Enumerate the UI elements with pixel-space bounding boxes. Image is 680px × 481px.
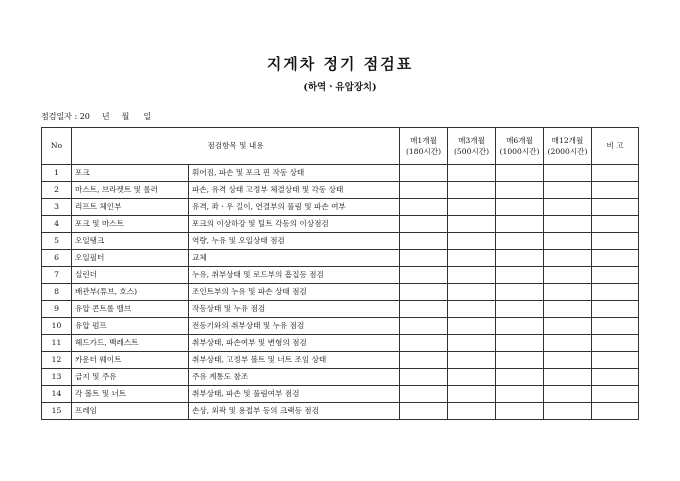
row-item: 배관부(튜브, 호스) — [72, 284, 189, 301]
row-number: 8 — [42, 284, 72, 301]
table-row — [42, 250, 639, 267]
row-item: 포크 — [72, 165, 189, 182]
check-cell-monthly[interactable] — [400, 369, 448, 386]
header-no: No — [42, 128, 72, 165]
row-description: 역량, 누유 및 오일상태 점검 — [189, 233, 400, 250]
row-number: 12 — [42, 352, 72, 369]
check-cell-monthly[interactable] — [400, 233, 448, 250]
check-cell-annual[interactable] — [544, 250, 592, 267]
check-cell-annual[interactable] — [544, 369, 592, 386]
table-row — [42, 301, 639, 318]
remarks-cell[interactable] — [592, 216, 639, 233]
header-quarterly-period: 매3개월 — [458, 135, 485, 145]
check-cell-annual[interactable] — [544, 352, 592, 369]
check-cell-annual[interactable] — [544, 233, 592, 250]
row-item: 리프트 체인부 — [72, 199, 189, 216]
table-row — [42, 267, 639, 284]
date-day-label: 일 — [143, 112, 152, 121]
row-item: 오일탱크 — [72, 233, 189, 250]
table-row — [42, 369, 639, 386]
row-number: 10 — [42, 318, 72, 335]
header-quarterly-hours: (500시간) — [453, 146, 490, 156]
check-cell-semiannual[interactable] — [496, 267, 544, 284]
check-cell-annual[interactable] — [544, 403, 592, 420]
table-row — [42, 165, 639, 182]
row-number: 2 — [42, 182, 72, 199]
check-cell-semiannual[interactable] — [496, 182, 544, 199]
check-cell-quarterly[interactable] — [448, 403, 496, 420]
table-row — [42, 403, 639, 420]
header-semiannual-period: 매6개월 — [506, 135, 533, 145]
row-item: 유압 펌프 — [72, 318, 189, 335]
row-item: 각 볼트 및 너트 — [72, 386, 189, 403]
check-cell-monthly[interactable] — [400, 165, 448, 182]
check-cell-monthly[interactable] — [400, 318, 448, 335]
remarks-cell[interactable] — [592, 182, 639, 199]
row-description: 취부상태, 파손 및 풀림여부 점검 — [189, 386, 400, 403]
check-cell-monthly[interactable] — [400, 216, 448, 233]
document-title: 지게차 정기 점검표 — [266, 55, 414, 73]
remarks-cell[interactable] — [592, 318, 639, 335]
remarks-cell[interactable] — [592, 301, 639, 318]
header-semiannual — [496, 128, 544, 165]
row-item: 급지 및 주유 — [72, 369, 189, 386]
row-number: 13 — [42, 369, 72, 386]
check-cell-monthly[interactable] — [400, 301, 448, 318]
row-description: 주유 계통도 참조 — [189, 369, 400, 386]
check-cell-quarterly[interactable] — [448, 352, 496, 369]
check-cell-quarterly[interactable] — [448, 386, 496, 403]
check-cell-annual[interactable] — [544, 386, 592, 403]
row-item: 프레임 — [72, 403, 189, 420]
check-cell-monthly[interactable] — [400, 182, 448, 199]
inspection-date-label: 점검일자 : 20 — [41, 112, 90, 121]
check-cell-semiannual[interactable] — [496, 233, 544, 250]
check-cell-quarterly[interactable] — [448, 250, 496, 267]
check-cell-annual[interactable] — [544, 216, 592, 233]
check-cell-semiannual[interactable] — [496, 335, 544, 352]
row-item: 오일필터 — [72, 250, 189, 267]
header-quarterly — [448, 128, 496, 165]
check-cell-annual[interactable] — [544, 199, 592, 216]
remarks-cell[interactable] — [592, 369, 639, 386]
row-item: 실린더 — [72, 267, 189, 284]
check-cell-semiannual[interactable] — [496, 165, 544, 182]
check-cell-semiannual[interactable] — [496, 216, 544, 233]
check-cell-monthly[interactable] — [400, 267, 448, 284]
header-annual-period: 매12개월 — [551, 135, 584, 145]
table-row — [42, 216, 639, 233]
row-description: 누유, 취부상태 및 로드부의 흠집등 점검 — [189, 267, 400, 284]
date-year-label: 년 — [101, 112, 110, 121]
remarks-cell[interactable] — [592, 250, 639, 267]
check-cell-monthly[interactable] — [400, 284, 448, 301]
check-cell-quarterly[interactable] — [448, 335, 496, 352]
remarks-cell[interactable] — [592, 165, 639, 182]
header-annual — [544, 128, 592, 165]
date-month-label: 월 — [121, 112, 130, 121]
header-monthly-period: 매1개월 — [410, 135, 437, 145]
header-semiannual-hours: (1000시간) — [499, 146, 540, 156]
check-cell-semiannual[interactable] — [496, 250, 544, 267]
check-cell-monthly[interactable] — [400, 403, 448, 420]
table-row — [42, 318, 639, 335]
check-cell-semiannual[interactable] — [496, 199, 544, 216]
table-row — [42, 284, 639, 301]
row-description: 파손, 유격 상태 고정부 체결상태 및 각동 상태 — [189, 182, 400, 199]
row-description: 포크의 이상하강 및 틸트 각동의 이상점검 — [189, 216, 400, 233]
table-row — [42, 233, 639, 250]
row-description: 조인트부의 누유 및 파손 상태 점검 — [189, 284, 400, 301]
check-cell-quarterly[interactable] — [448, 233, 496, 250]
row-number: 7 — [42, 267, 72, 284]
remarks-cell[interactable] — [592, 403, 639, 420]
remarks-cell[interactable] — [592, 352, 639, 369]
table-row — [42, 352, 639, 369]
remarks-cell[interactable] — [592, 386, 639, 403]
table-row — [42, 199, 639, 216]
remarks-cell[interactable] — [592, 284, 639, 301]
remarks-cell[interactable] — [592, 233, 639, 250]
row-item: 포크 및 마스트 — [72, 216, 189, 233]
check-cell-quarterly[interactable] — [448, 267, 496, 284]
header-annual-hours: (2000시간) — [547, 146, 588, 156]
row-item: 유압 콘트롤 밸브 — [72, 301, 189, 318]
row-description: 취부상태, 파손여부 및 변형의 점검 — [189, 335, 400, 352]
check-cell-annual[interactable] — [544, 284, 592, 301]
remarks-cell[interactable] — [592, 335, 639, 352]
check-cell-semiannual[interactable] — [496, 318, 544, 335]
row-number: 14 — [42, 386, 72, 403]
inspection-date-line — [41, 111, 151, 122]
row-description: 전동기와의 취부상태 및 누유 점검 — [189, 318, 400, 335]
table-row — [42, 182, 639, 199]
check-cell-monthly[interactable] — [400, 335, 448, 352]
check-cell-annual[interactable] — [544, 335, 592, 352]
check-cell-monthly[interactable] — [400, 199, 448, 216]
row-description: 취부상태, 고정부 볼트 및 너트 조임 상태 — [189, 352, 400, 369]
check-cell-annual[interactable] — [544, 267, 592, 284]
row-number: 1 — [42, 165, 72, 182]
document-subtitle: (하역ㆍ유압장치) — [303, 82, 377, 93]
check-cell-semiannual[interactable] — [496, 369, 544, 386]
row-number: 6 — [42, 250, 72, 267]
remarks-cell[interactable] — [592, 199, 639, 216]
check-cell-annual[interactable] — [544, 301, 592, 318]
check-cell-monthly[interactable] — [400, 352, 448, 369]
inspection-table — [41, 127, 639, 420]
header-monthly — [400, 128, 448, 165]
row-number: 15 — [42, 403, 72, 420]
check-cell-quarterly[interactable] — [448, 369, 496, 386]
check-cell-semiannual[interactable] — [496, 386, 544, 403]
row-item: 헤드가드, 백레스트 — [72, 335, 189, 352]
check-cell-semiannual[interactable] — [496, 284, 544, 301]
check-cell-quarterly[interactable] — [448, 165, 496, 182]
header-inspection-items: 점검항목 및 내용 — [72, 128, 400, 165]
check-cell-quarterly[interactable] — [448, 182, 496, 199]
table-row — [42, 335, 639, 352]
row-number: 5 — [42, 233, 72, 250]
check-cell-annual[interactable] — [544, 182, 592, 199]
row-item: 카운터 웨이트 — [72, 352, 189, 369]
remarks-cell[interactable] — [592, 267, 639, 284]
row-number: 3 — [42, 199, 72, 216]
row-description: 휘어짐, 파손 및 포크 핀 작동 상태 — [189, 165, 400, 182]
check-cell-annual[interactable] — [544, 165, 592, 182]
row-description: 작동상태 및 누유 점검 — [189, 301, 400, 318]
check-cell-semiannual[interactable] — [496, 403, 544, 420]
row-description: 손상, 외곽 및 용접부 등의 크랙등 점검 — [189, 403, 400, 420]
header-remarks: 비 고 — [592, 128, 639, 165]
row-description: 유격, 좌ㆍ우 길이, 연결부의 풀림 및 파손 여부 — [189, 199, 400, 216]
row-item: 마스트, 브라켓트 및 롤러 — [72, 182, 189, 199]
table-header-row — [42, 128, 639, 165]
check-cell-quarterly[interactable] — [448, 318, 496, 335]
row-number: 4 — [42, 216, 72, 233]
check-cell-quarterly[interactable] — [448, 284, 496, 301]
check-cell-quarterly[interactable] — [448, 301, 496, 318]
table-row — [42, 386, 639, 403]
check-cell-monthly[interactable] — [400, 386, 448, 403]
check-cell-semiannual[interactable] — [496, 301, 544, 318]
row-number: 9 — [42, 301, 72, 318]
check-cell-quarterly[interactable] — [448, 199, 496, 216]
header-monthly-hours: (180시간) — [405, 146, 442, 156]
check-cell-semiannual[interactable] — [496, 352, 544, 369]
row-description: 교체 — [189, 250, 400, 267]
row-number: 11 — [42, 335, 72, 352]
check-cell-quarterly[interactable] — [448, 216, 496, 233]
check-cell-annual[interactable] — [544, 318, 592, 335]
check-cell-monthly[interactable] — [400, 250, 448, 267]
